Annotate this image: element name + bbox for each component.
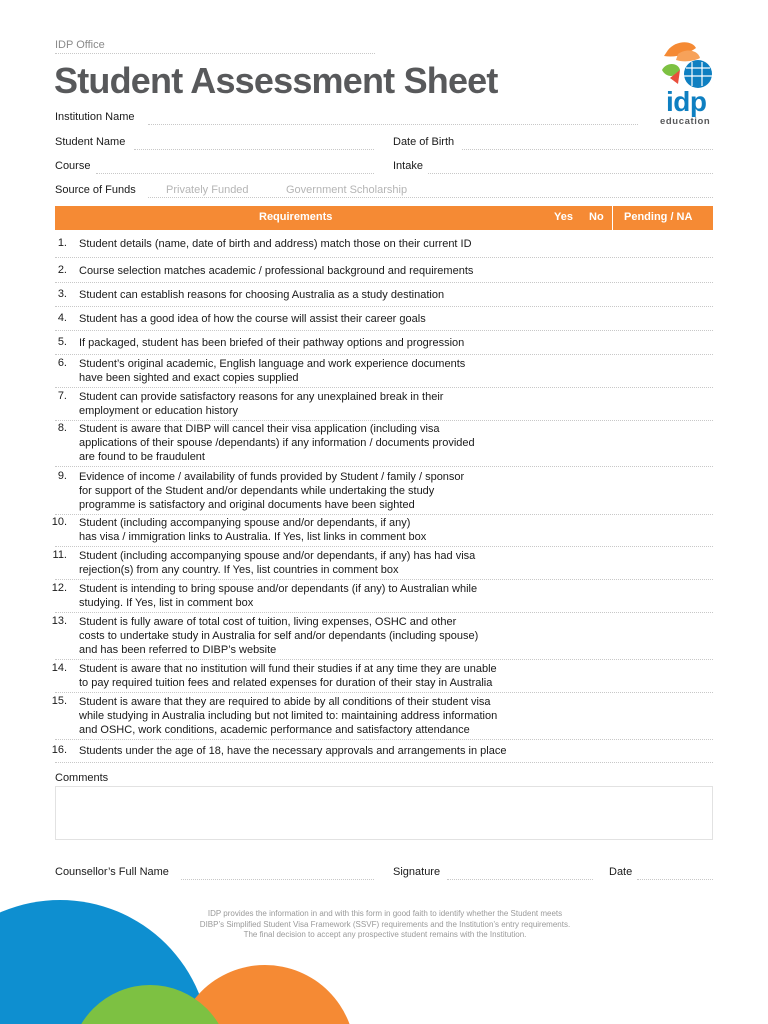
signature-field[interactable]: [447, 879, 593, 880]
requirement-text: Student details (name, date of birth and address) match those on their current ID: [79, 238, 472, 250]
date-of-birth-label: Date of Birth: [393, 136, 455, 148]
row-divider: [55, 330, 713, 331]
office-field-line[interactable]: [55, 53, 375, 54]
requirements-column-header: Requirements: [259, 211, 333, 223]
requirement-text: Student (including accompanying spouse and/or dependants, if any) has had visa rejection(s) from any country. If Yes, list countries in comment box: [79, 550, 476, 576]
comments-box[interactable]: [55, 786, 713, 840]
intake-field[interactable]: [428, 173, 713, 174]
row-divider: [55, 420, 713, 421]
requirement-number: 2.: [57, 264, 67, 276]
row-divider: [55, 354, 713, 355]
date-of-birth-field[interactable]: [462, 149, 713, 150]
requirement-number: 4.: [57, 312, 67, 324]
page-title: Student Assessment Sheet: [54, 60, 498, 101]
row-divider: [55, 282, 713, 283]
requirement-text: Student can provide satisfactory reasons for any unexplained break in their employment or education history: [79, 391, 444, 417]
course-field[interactable]: [96, 173, 374, 174]
requirement-number: 13.: [51, 615, 67, 627]
requirement-text: Student has a good idea of how the course will assist their career goals: [79, 313, 426, 325]
signature-label: Signature: [393, 866, 441, 878]
requirement-text: Student is aware that DIBP will cancel their visa application (including visa applications of their spouse /dependants) if any information / documents provided are found to be fraudulent: [79, 423, 475, 463]
requirement-number: 12.: [51, 582, 67, 594]
row-divider: [55, 514, 713, 515]
pending-column-header: Pending / NA: [624, 211, 693, 223]
yes-column-header: Yes: [554, 211, 573, 223]
row-divider: [55, 612, 713, 613]
no-column-header: No: [589, 211, 604, 223]
disclaimer-note: IDP provides the information in and with this form in good faith to identify whether the Student meets DIBP’s Simplified Student Visa Framework (SSVF) requirements and the Institution’s entry requirements. The final decision to accept any prospective student remains with the Institution.: [199, 909, 571, 939]
decorative-circles: [0, 880, 400, 1024]
requirement-number: 5.: [57, 336, 67, 348]
requirement-text: If packaged, student has been briefed of their pathway options and progression: [79, 337, 465, 349]
row-divider: [55, 739, 713, 740]
logo-subtitle: education: [660, 116, 711, 127]
requirement-number: 16.: [51, 744, 67, 756]
requirement-text: Student can establish reasons for choosing Australia as a study destination: [79, 289, 445, 301]
row-divider: [55, 306, 713, 307]
row-divider: [55, 466, 713, 467]
requirement-text: Student’s original academic, English language and work experience documents have been sighted and exact copies supplied: [79, 358, 466, 384]
row-divider: [55, 659, 713, 660]
requirement-number: 6.: [57, 357, 67, 369]
office-label: IDP Office: [55, 39, 105, 51]
requirement-number: 3.: [57, 288, 67, 300]
requirement-text: Student is aware that they are required to abide by all conditions of their student visa while studying in Australia including but not limited to: maintaining address information and OSHC, work conditions, academic performance and satisfactory attendance: [79, 696, 498, 736]
privately-funded-option[interactable]: Privately Funded: [166, 184, 249, 196]
source-of-funds-line: [148, 197, 713, 198]
government-scholarship-option[interactable]: Government Scholarship: [286, 184, 408, 196]
header-divider: [612, 206, 613, 230]
institution-name-field[interactable]: [148, 124, 638, 125]
course-label: Course: [55, 160, 91, 172]
row-divider: [55, 257, 713, 258]
requirement-number: 11.: [52, 549, 67, 561]
row-divider: [55, 546, 713, 547]
requirement-number: 9.: [57, 470, 67, 482]
comments-label: Comments: [55, 772, 109, 784]
requirement-number: 15.: [51, 695, 67, 707]
row-divider: [55, 762, 713, 763]
date-label: Date: [609, 866, 633, 878]
date-field[interactable]: [637, 879, 713, 880]
requirement-text: Student (including accompanying spouse and/or dependants, if any) has visa / immigration links to Australia. If Yes, list links in comment box: [79, 517, 427, 543]
requirement-text: Evidence of income / availability of funds provided by Student / family / sponsor for support of the Student and/or dependants while undertaking the study programme is satisfactory and original documents have been sighted: [79, 471, 465, 511]
row-divider: [55, 579, 713, 580]
student-name-field[interactable]: [134, 149, 374, 150]
intake-label: Intake: [393, 160, 423, 172]
requirement-number: 14.: [51, 662, 67, 674]
requirement-text: Student is fully aware of total cost of tuition, living expenses, OSHC and other costs to undertake study in Australia for self and/or dependants (including spouse) and has been referred to DIBP’s website: [79, 616, 479, 656]
requirements-table-header: [55, 206, 713, 230]
logo-wordmark: idp: [666, 86, 707, 117]
requirement-text: Course selection matches academic / professional background and requirements: [79, 265, 474, 277]
student-name-label: Student Name: [55, 136, 126, 148]
counsellor-name-label: Counsellor’s Full Name: [55, 866, 169, 878]
row-divider: [55, 692, 713, 693]
row-divider: [55, 387, 713, 388]
requirement-number: 8.: [57, 422, 67, 434]
institution-name-label: Institution Name: [55, 111, 135, 123]
source-of-funds-label: Source of Funds: [55, 184, 136, 196]
requirement-number: 1.: [57, 237, 67, 249]
requirement-number: 10.: [51, 516, 67, 528]
requirement-text: Student is aware that no institution will fund their studies if at any time they are unable to pay required tuition fees and related expenses for duration of their stay in Australia: [79, 663, 497, 689]
requirement-text: Student is intending to bring spouse and/or dependants (if any) to Australian while studying. If Yes, list in comment box: [79, 583, 478, 609]
requirement-number: 7.: [57, 390, 67, 402]
requirement-text: Students under the age of 18, have the necessary approvals and arrangements in place: [79, 745, 507, 757]
